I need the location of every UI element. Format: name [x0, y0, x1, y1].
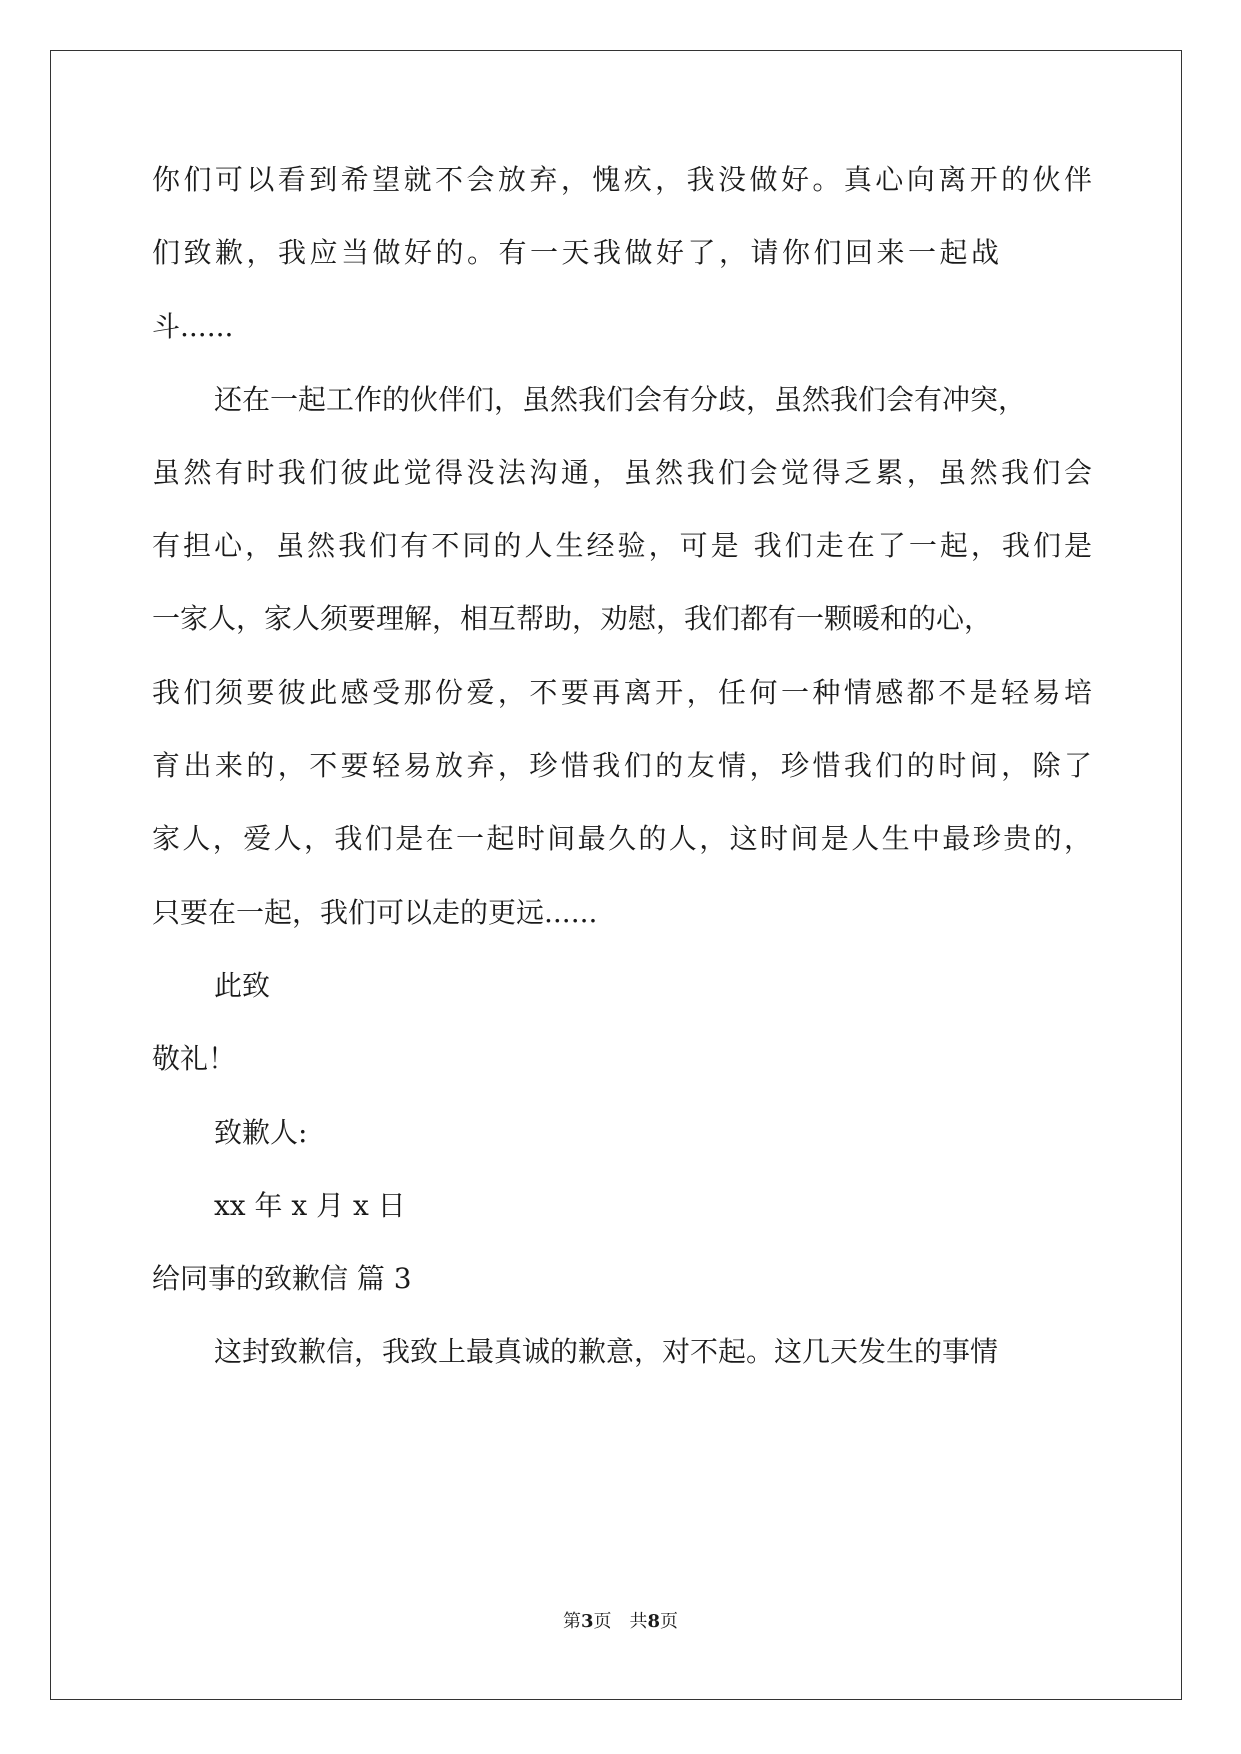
- body-line-3: 斗......: [152, 310, 234, 343]
- page-prefix: 第: [562, 1611, 581, 1632]
- page-footer: [0, 1610, 1241, 1634]
- signature-label: 致歉人:: [214, 1116, 308, 1149]
- page-suffix: 页: [593, 1611, 612, 1632]
- body-line-8: 我们须要彼此感受那份爱，不要再离开，任何一种情感都不是轻易培: [152, 676, 1092, 709]
- closing-salutation: 此致: [214, 969, 271, 1002]
- body-line-7: 一家人，家人须要理解，相互帮助，劝慰，我们都有一颗暖和的心，: [152, 602, 993, 635]
- body-line-6: 有担心，虽然我们有不同的人生经验，可是 我们走在了一起，我们是: [152, 529, 1092, 562]
- closing-regards: 敬礼！: [152, 1042, 237, 1075]
- body-line-1: 你们可以看到希望就不会放弃，愧疚，我没做好。真心向离开的伙伴: [152, 163, 1092, 196]
- date-line: xx 年 x 月 x 日: [214, 1189, 406, 1222]
- body-line-11: 只要在一起，我们可以走的更远......: [152, 896, 598, 929]
- body-line-9: 育出来的，不要轻易放弃，珍惜我们的友情，珍惜我们的时间，除了: [152, 749, 1092, 782]
- page-border: [50, 50, 1182, 1700]
- paragraph-start-line: 还在一起工作的伙伴们，虽然我们会有分歧，虽然我们会有冲突，: [214, 383, 1027, 416]
- body-line-10: 家人，爱人，我们是在一起时间最久的人，这时间是人生中最珍贵的，: [152, 822, 1092, 855]
- body-line-17: 这封致歉信，我致上最真诚的歉意，对不起。这几天发生的事情: [214, 1335, 999, 1368]
- body-line-5: 虽然有时我们彼此觉得没法沟通，虽然我们会觉得乏累，虽然我们会: [152, 456, 1092, 489]
- page-total: 8: [647, 1611, 661, 1632]
- body-line-2: 们致歉，我应当做好的。有一天我做好了，请你们回来一起战: [152, 236, 1003, 269]
- total-suffix: 页: [660, 1611, 679, 1632]
- page-current: 3: [580, 1611, 594, 1632]
- total-prefix: 共: [629, 1611, 648, 1632]
- section-heading: 给同事的致歉信 篇 3: [152, 1262, 412, 1295]
